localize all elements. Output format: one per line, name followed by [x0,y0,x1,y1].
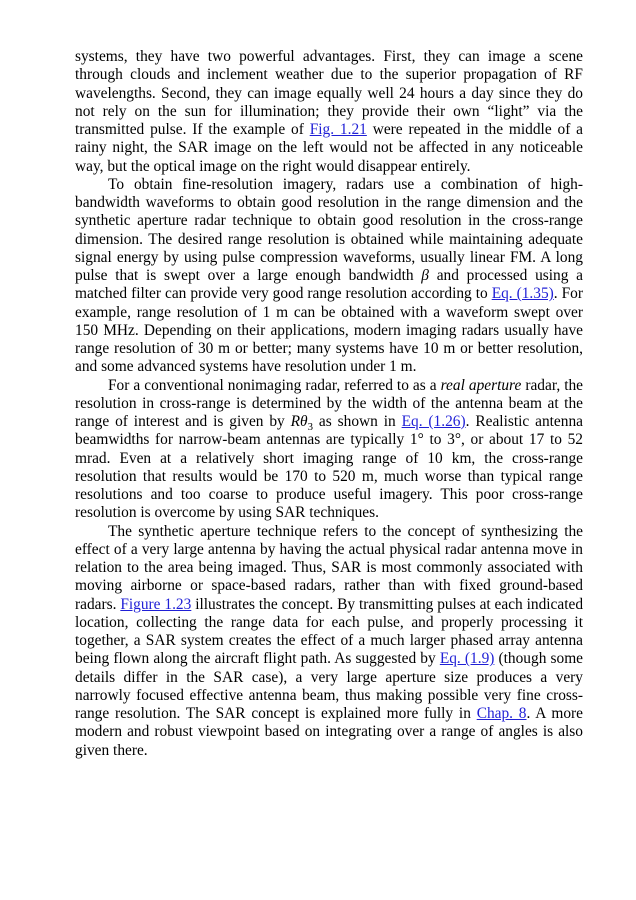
cross-reference-link[interactable]: Eq. (1.35) [491,285,554,303]
text-run: systems, they have two powerful advantages. First, they can image a scene through clouds and inclement weather due to the superior propagation of RF wavelengths. Second, they can image equally well 24 hours a day since they do not rely on the sun for illumination; they provide their own “light” via the transmitted pulse. If the example of [75,48,583,138]
italic-term: real aperture [440,376,522,394]
cross-reference-link[interactable]: Figure 1.23 [120,595,192,613]
paragraph-real-aperture [75,377,583,523]
text-run: and processed using a matched filter can provide very good range resolution according to [75,267,583,303]
cross-reference-link[interactable]: Eq. (1.26) [401,413,466,430]
text-run: . Realistic antenna beamwidths for narrow-beam antennas are typically 1° to 3°, or about 17 to 52 mrad. Even at a relatively short imaging range of 10 km, the cross-range resolution that results would be 170 to 520 m, much worse than typical range resolutions and too coarse to produce useful imagery. This poor cross-range resolution is overcome by using SAR techniques. [75,413,583,522]
italic-term: Rθ [290,413,308,430]
text-run: radar, the resolution in cross-range is determined by the width of the antenna beam at the range of interest and is given by [75,376,584,430]
cross-reference-link[interactable]: Chap. 8 [476,705,527,722]
text-run: . For example, range resolution of 1 m can be obtained with a waveform swept over 150 MHz. Depending on their applications, modern imaging radars usually have range resolution of 30 m or better; many systems have 10 m or better resolution, and some advanced systems have resolution under 1 m. [75,285,583,376]
text-run: To obtain fine-resolution imagery, radars use a combination of high-bandwidth waveforms to obtain good resolution in the range dimension and the synthetic aperture radar technique to obtain good resolution in the cross-range dimension. The desired range resolution is obtained while maintaining adequate signal energy by using pulse compression waveforms, usually linear FM. A long pulse that is swept over a large enough bandwidth [75,175,583,284]
text-run: The synthetic aperture technique refers to the concept of synthesizing the effect of a very large antenna by having the actual physical radar antenna move in relation to the area being imaged. Thus, SAR is most commonly associated with moving airborne or space-based radars, rather than with fixed ground-based radars. [75,522,583,613]
text-run: For a conventional nonimaging radar, referred to as a [108,376,441,394]
page-body [75,48,583,760]
subscript: 3 [307,421,314,434]
text-run: illustrates the concept. By transmitting pulses at each indicated location, collecting the range data for each pulse, and properly processing it together, a SAR system creates the effect of a much larger phased array antenna being flown along the aircraft flight path. As suggested by [75,595,584,668]
paragraph-sar-advantages [75,48,583,176]
cross-reference-link[interactable]: Fig. 1.21 [309,121,367,138]
text-run: (though some details differ in the SAR case), a very large aperture size produces a very narrowly focused effective antenna beam, thus making possible very fine cross-range resolution. The SAR concept is explained more fully in [75,650,584,722]
text-run: as shown in [313,413,402,430]
italic-term: β [421,267,429,284]
paragraph-synthetic-aperture [75,523,583,760]
text-run: were repeated in the middle of a rainy night, the SAR image on the left would not be affected in any noticeable way, but the optical image on the right would disappear entirely. [75,121,583,175]
text-run: . A more modern and robust viewpoint based on integrating over a range of angles is also given there. [75,705,583,759]
cross-reference-link[interactable]: Eq. (1.9) [439,650,495,668]
paragraph-range-resolution [75,176,583,377]
